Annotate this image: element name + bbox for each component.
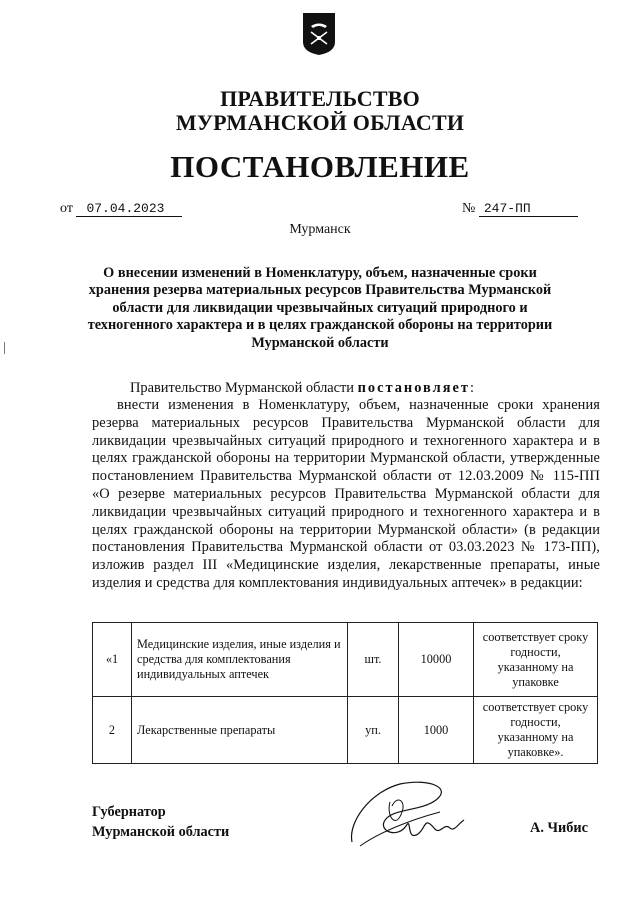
date-prefix: от: [60, 201, 73, 216]
item-name: Лекарственные препараты: [132, 697, 348, 764]
document-subject: О внесении изменений в Номенклатуру, объем, назначенные сроки хранения резерва материальных ресурсов Правительства Мурманской области для ликвидации чрезвычайных ситуаций природного и техногенного характера и в целях гражданской обороны на территории Мурманской области: [87, 265, 553, 351]
table-row: [93, 623, 598, 697]
resolution-verb: постановляет: [357, 380, 470, 396]
row-number: «1: [93, 623, 132, 697]
item-name: Медицинские изделия, иные изделия и средства для комплектования индивидуальных аптечек: [132, 623, 348, 697]
item-storage-term: соответствует сроку годности, указанному на упаковке».: [474, 697, 598, 764]
document-type-title: ПОСТАНОВЛЕНИЕ: [170, 149, 470, 184]
coat-of-arms-icon: [302, 12, 336, 56]
signer-position-line1: Губернатор: [92, 804, 166, 820]
number-prefix: №: [462, 201, 476, 216]
resolution-body: внести изменения в Номенклатуру, объем, назначенные сроки хранения резерва материальных ресурсов Правительства Мурманской области для ликвидации чрезвычайных ситуаций природного и техногенного характера и в целях гражданской обороны на территории Мурманской области, утвержденные постановлением Правительства Мурманской области от 12.03.2009 № 115-ПП «О резерве материальных ресурсов Правительства Мурманской области для ликвидации чрезвычайных ситуаций природного и техногенного характера и в целях гражданской обороны на территории Мурманской области» (в редакции постановления Правительства Мурманской области от 03.03.2023 № 173-ПП), изложив раздел III «Медицинские изделия, лекарственные препараты, иные изделия и средства для комплектования индивидуальных аптечек» в редакции:: [92, 397, 600, 591]
item-quantity: 10000: [399, 623, 474, 697]
number-field: [462, 201, 578, 217]
item-quantity: 1000: [399, 697, 474, 764]
government-name-line2: МУРМАНСКОЙ ОБЛАСТИ: [175, 110, 465, 135]
signer-position-line2: Мурманской области: [92, 824, 230, 840]
row-number: 2: [93, 697, 132, 764]
item-unit: шт.: [348, 623, 399, 697]
signer-position: [92, 802, 229, 842]
resolution-intro: [92, 380, 600, 398]
item-storage-term: соответствует сроку годности, указанному на упаковке: [474, 623, 598, 697]
margin-mark: [4, 342, 5, 354]
city: Мурманск: [289, 222, 351, 237]
item-unit: уп.: [348, 697, 399, 764]
table-row: [93, 697, 598, 764]
resolution-colon: :: [469, 380, 474, 396]
resolution-intro-text: Правительство Мурманской области: [130, 380, 358, 396]
document-date: 07.04.2023: [76, 201, 182, 217]
handwritten-signature-icon: [340, 772, 480, 854]
nomenclature-table: [92, 622, 598, 764]
signer-name: А. Чибис: [530, 820, 588, 836]
document-number: 247-ПП: [479, 201, 578, 217]
government-name-line1: ПРАВИТЕЛЬСТВО: [220, 86, 420, 111]
date-field: [60, 201, 182, 217]
